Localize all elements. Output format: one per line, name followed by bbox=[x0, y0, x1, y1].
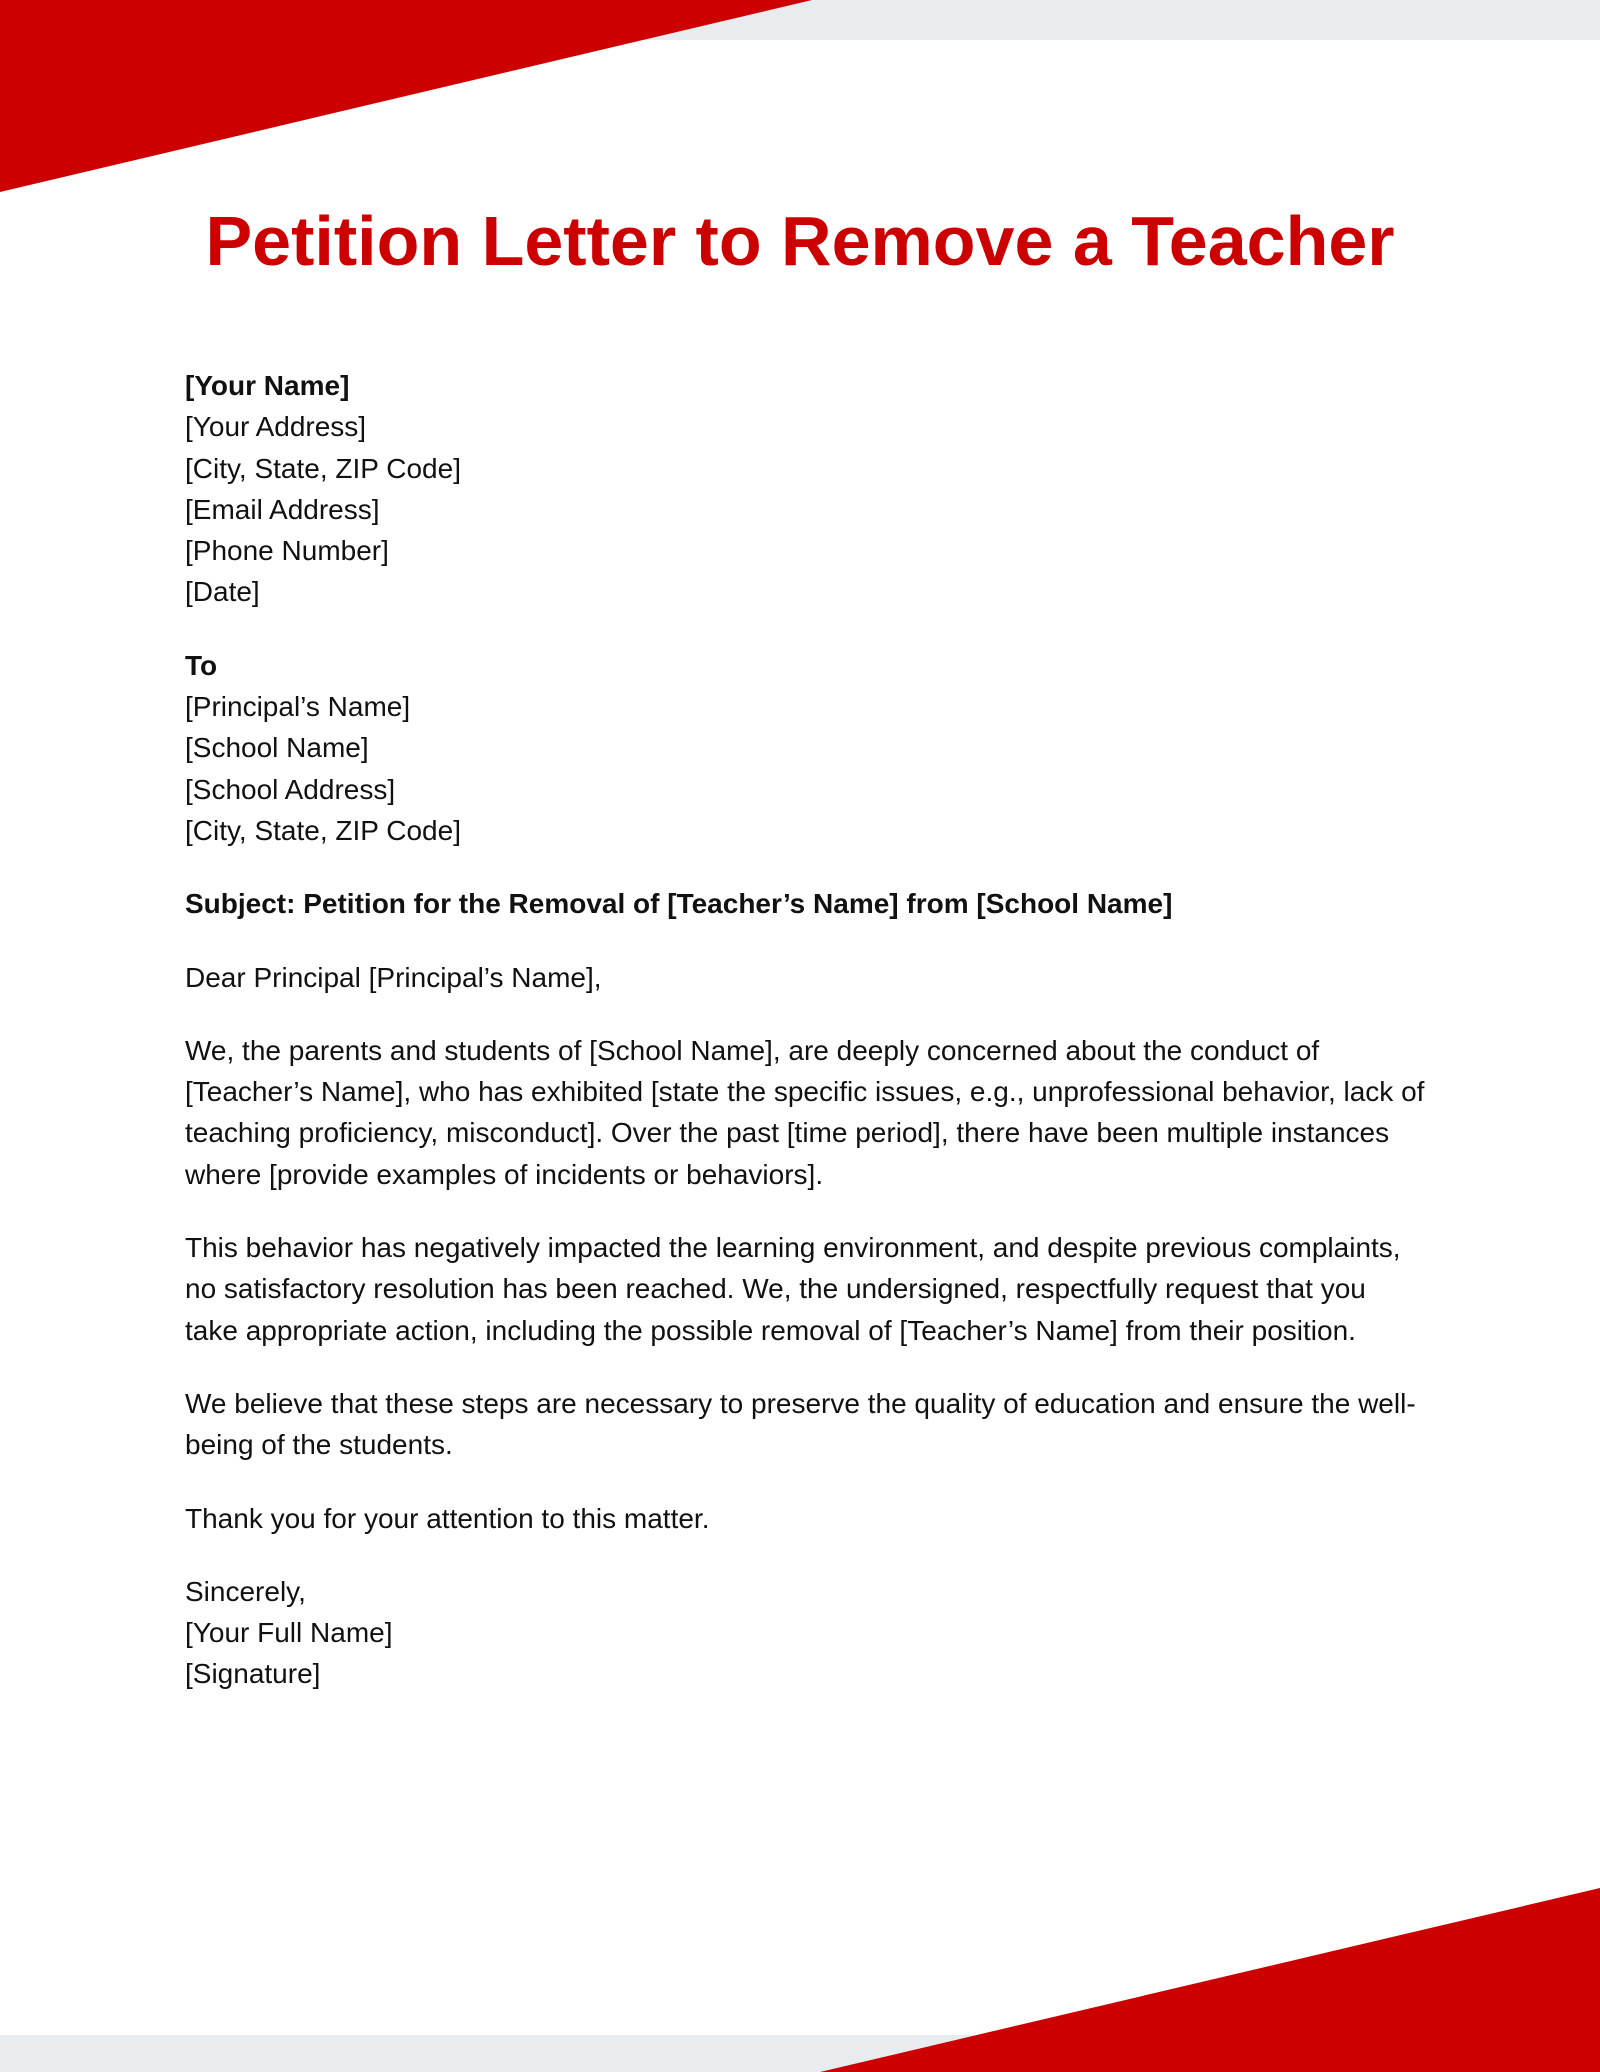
salutation: Dear Principal [Principal’s Name], bbox=[185, 961, 602, 993]
recipient-city-state-zip: [City, State, ZIP Code] bbox=[185, 814, 461, 846]
letter-body bbox=[185, 365, 1425, 1727]
body-paragraph-2: This behavior has negatively impacted the learning environment, and despite previous complaints, no satisfactory resolution has been reached. We, the undersigned, respectfully request that you take appropriate action, including the possible removal of [Teacher’s Name] from their position. bbox=[185, 1232, 1401, 1346]
full-name: [Your Full Name] bbox=[185, 1617, 393, 1649]
to-label: To bbox=[185, 649, 218, 681]
body-paragraph-3: We believe that these steps are necessary to preserve the quality of education and ensure the well-being of the students. bbox=[185, 1387, 1416, 1461]
recipient-block bbox=[185, 645, 1425, 851]
sender-date: [Date] bbox=[185, 576, 260, 608]
recipient-principal-name: [Principal’s Name] bbox=[185, 691, 411, 723]
signature: [Signature] bbox=[185, 1658, 321, 1690]
sender-email: [Email Address] bbox=[185, 493, 380, 525]
sign-off: Sincerely, bbox=[185, 1575, 306, 1607]
sender-name: [Your Name] bbox=[185, 370, 350, 401]
sender-city-state-zip: [City, State, ZIP Code] bbox=[185, 452, 461, 484]
sender-address: [Your Address] bbox=[185, 411, 367, 443]
closing-block bbox=[185, 1571, 1425, 1695]
body-paragraph-4: Thank you for your attention to this matter. bbox=[185, 1502, 710, 1534]
document-title: Petition Letter to Remove a Teacher bbox=[205, 202, 1395, 280]
recipient-school-address: [School Address] bbox=[185, 773, 396, 805]
subject-line: Subject: Petition for the Removal of [Teacher’s Name] from [School Name] bbox=[185, 888, 1173, 920]
sender-block bbox=[185, 365, 1425, 613]
sender-phone: [Phone Number] bbox=[185, 535, 389, 567]
recipient-school-name: [School Name] bbox=[185, 732, 369, 764]
body-paragraph-1: We, the parents and students of [School Name], are deeply concerned about the conduct of [Teacher’s Name], who has exhibited [state the specific issues, e.g., unprofessional behavior, lack of teaching proficiency, misconduct]. Over the past [time period], there have been multiple instances where [provide examples of incidents or behaviors]. bbox=[185, 1034, 1425, 1190]
